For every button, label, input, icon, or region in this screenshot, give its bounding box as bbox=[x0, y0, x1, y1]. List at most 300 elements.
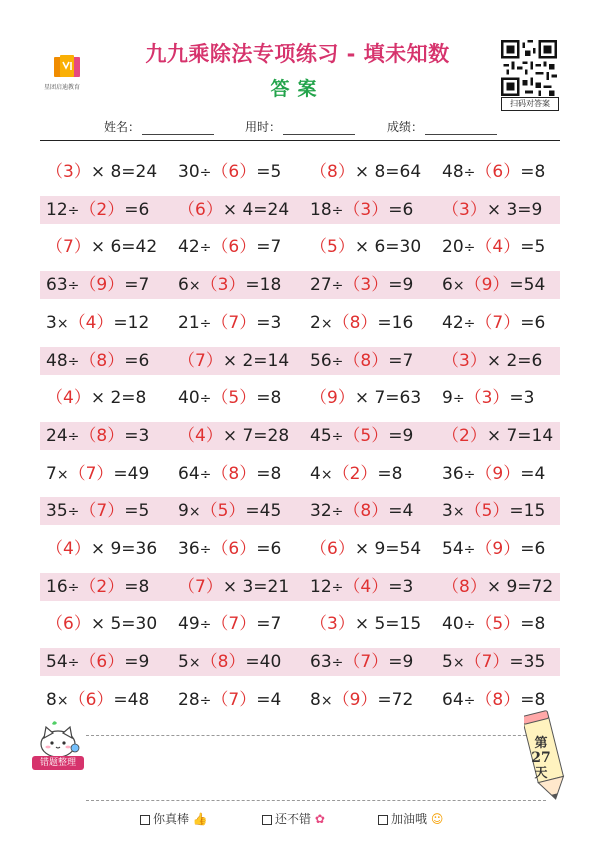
answer-value: 8 bbox=[96, 425, 108, 446]
answer-value: 3 bbox=[459, 199, 470, 220]
answer-value: 2 bbox=[459, 425, 470, 446]
page-subtitle: 答案 bbox=[270, 78, 325, 100]
problem bbox=[178, 233, 281, 261]
answer-blank: （6） bbox=[68, 689, 114, 710]
operand: 45 bbox=[310, 425, 332, 446]
problem bbox=[442, 648, 545, 676]
time-blank[interactable] bbox=[283, 122, 355, 135]
equation-rest: × 2=8 bbox=[90, 388, 147, 409]
operand: 54 bbox=[46, 652, 68, 673]
operator: ÷ bbox=[463, 692, 476, 709]
answer-value: 2 bbox=[96, 576, 108, 597]
answer-value: 5 bbox=[360, 425, 372, 446]
answer-blank: （8） bbox=[200, 652, 246, 673]
answer-blank: （7） bbox=[211, 614, 257, 635]
equation-rest: =72 bbox=[377, 689, 414, 710]
equation-rest: =3 bbox=[388, 576, 414, 597]
checkbox[interactable] bbox=[140, 815, 150, 825]
problem bbox=[178, 196, 289, 224]
operator: ÷ bbox=[463, 240, 476, 257]
problem bbox=[46, 271, 149, 299]
operand: 7 bbox=[46, 463, 57, 484]
mistake-label: 错题整理 bbox=[32, 756, 84, 770]
operand: 64 bbox=[178, 463, 200, 484]
operator: ÷ bbox=[463, 542, 476, 558]
operand: 6 bbox=[178, 275, 189, 296]
answer-blank: （8） bbox=[442, 576, 487, 597]
answer-blank: （3） bbox=[310, 614, 355, 635]
answer-value: 8 bbox=[492, 689, 504, 710]
eval-great-label: 你真棒 bbox=[153, 812, 190, 826]
equation-rest: × 9=72 bbox=[486, 576, 554, 597]
equation-rest: × 9=54 bbox=[354, 539, 422, 559]
problem bbox=[310, 422, 413, 450]
answer-value: 8 bbox=[360, 501, 372, 522]
problem bbox=[442, 233, 545, 261]
answer-blank: （6） bbox=[178, 199, 223, 220]
equation-rest: × 3=21 bbox=[222, 576, 290, 597]
operand: 42 bbox=[178, 237, 200, 258]
answer-value: 2 bbox=[349, 463, 361, 484]
answer-blank: （7） bbox=[79, 501, 125, 522]
problem bbox=[46, 535, 157, 563]
answer-blank: （5） bbox=[310, 237, 355, 258]
answer-value: 7 bbox=[481, 652, 493, 673]
answer-blank: （4） bbox=[343, 576, 389, 597]
problem bbox=[46, 196, 149, 224]
operand: 2 bbox=[310, 312, 321, 333]
problem-row bbox=[40, 648, 560, 676]
answer-blank: （2） bbox=[79, 199, 125, 220]
answer-blank: （8） bbox=[310, 162, 355, 182]
equation-rest: × 6=30 bbox=[354, 237, 422, 258]
equation-rest: =9 bbox=[388, 275, 414, 296]
answer-value: 3 bbox=[217, 275, 229, 296]
problem bbox=[310, 347, 413, 375]
answer-value: 7 bbox=[63, 237, 74, 258]
score-field[interactable] bbox=[387, 118, 497, 135]
equation-rest: =8 bbox=[377, 463, 403, 484]
operand: 54 bbox=[442, 539, 464, 559]
answer-value: 6 bbox=[327, 539, 338, 559]
time-label: 用时： bbox=[245, 120, 282, 134]
problem-row bbox=[40, 233, 560, 261]
equation-rest: =7 bbox=[256, 237, 282, 258]
answer-blank: （9） bbox=[79, 275, 125, 296]
operand: 24 bbox=[46, 425, 68, 446]
answer-blank: （7） bbox=[178, 576, 223, 597]
operator: ÷ bbox=[67, 655, 80, 672]
answer-value: 6 bbox=[492, 162, 504, 182]
problem bbox=[46, 497, 149, 525]
problem bbox=[310, 271, 413, 299]
answer-value: 4 bbox=[492, 237, 504, 258]
operator: ÷ bbox=[463, 617, 476, 634]
name-label: 姓名： bbox=[104, 120, 141, 134]
answer-blank: （3） bbox=[343, 199, 389, 220]
operator: × bbox=[56, 466, 69, 483]
answer-value: 9 bbox=[327, 388, 338, 409]
answer-blank: （7） bbox=[211, 689, 257, 710]
answer-value: 5 bbox=[327, 237, 338, 258]
operand: 12 bbox=[46, 199, 68, 220]
answer-value: 7 bbox=[85, 463, 97, 484]
header-divider bbox=[40, 140, 560, 141]
answer-blank: （5） bbox=[464, 501, 510, 522]
problem bbox=[46, 610, 157, 638]
operand: 12 bbox=[310, 576, 332, 597]
answer-blank: （8） bbox=[332, 312, 378, 333]
problem bbox=[178, 573, 289, 601]
operator: × bbox=[188, 278, 201, 295]
operand: 40 bbox=[442, 614, 464, 635]
page-title: 九九乘除法专项练习 - 填未知数 bbox=[145, 42, 450, 66]
score-blank[interactable] bbox=[425, 122, 497, 135]
answer-blank: （3） bbox=[343, 275, 389, 296]
problem bbox=[178, 271, 281, 299]
answer-value: 6 bbox=[228, 162, 240, 182]
equation-rest: =3 bbox=[256, 312, 282, 333]
operand: 5 bbox=[442, 652, 453, 673]
answer-value: 8 bbox=[459, 576, 470, 597]
answer-value: 4 bbox=[85, 312, 97, 333]
equation-rest: =9 bbox=[388, 425, 414, 446]
operator: ÷ bbox=[463, 165, 476, 181]
operator: × bbox=[452, 278, 465, 295]
equation-rest: =40 bbox=[245, 652, 282, 673]
answer-value: 7 bbox=[195, 350, 206, 371]
equation-rest: =6 bbox=[388, 199, 414, 220]
answer-value: 6 bbox=[228, 237, 240, 258]
operand: 16 bbox=[46, 576, 68, 597]
operand: 64 bbox=[442, 689, 464, 710]
operand: 49 bbox=[178, 614, 200, 635]
equation-rest: =3 bbox=[509, 388, 535, 409]
equation-rest: =8 bbox=[256, 388, 282, 409]
answer-value: 6 bbox=[96, 652, 108, 673]
problem bbox=[178, 460, 281, 488]
mistake-writing-area[interactable] bbox=[86, 735, 546, 801]
problem bbox=[178, 686, 281, 714]
operator: ÷ bbox=[331, 579, 344, 596]
answer-blank: （8） bbox=[211, 463, 257, 484]
equation-rest: =49 bbox=[113, 463, 150, 484]
equation-rest: =8 bbox=[124, 576, 150, 597]
answer-blank: （5） bbox=[343, 425, 389, 446]
equation-rest: =8 bbox=[256, 463, 282, 484]
operand: 35 bbox=[46, 501, 68, 522]
problem bbox=[310, 573, 413, 601]
problem bbox=[178, 347, 289, 375]
thumbs-up-icon: 👍 bbox=[192, 812, 208, 826]
qr-code-icon[interactable] bbox=[501, 40, 557, 96]
problem bbox=[46, 347, 149, 375]
answer-blank: （4） bbox=[178, 425, 223, 446]
operand: 56 bbox=[310, 350, 332, 371]
cheer-icon: ☺ bbox=[430, 812, 444, 826]
answer-blank: （7） bbox=[475, 312, 521, 333]
answer-blank: （3） bbox=[442, 350, 487, 371]
cat-mascot-icon bbox=[34, 718, 82, 758]
problem-row bbox=[40, 158, 560, 186]
answer-value: 5 bbox=[492, 614, 504, 635]
equation-rest: =8 bbox=[520, 162, 546, 182]
operand: 48 bbox=[442, 162, 464, 182]
checkbox[interactable] bbox=[378, 815, 388, 825]
answer-blank: （7） bbox=[46, 237, 91, 258]
operator: × bbox=[320, 692, 333, 709]
bunny-icon: ✿ bbox=[314, 812, 325, 826]
operand: 42 bbox=[442, 312, 464, 333]
equation-rest: × 5=30 bbox=[90, 614, 158, 635]
answer-blank: （5） bbox=[475, 614, 521, 635]
operator: ÷ bbox=[67, 579, 80, 596]
eval-option-good[interactable] bbox=[262, 810, 325, 827]
answer-blank: （6） bbox=[211, 237, 257, 258]
answer-value: 3 bbox=[327, 614, 338, 635]
answer-blank: （2） bbox=[79, 576, 125, 597]
equation-rest: × 4=24 bbox=[222, 199, 290, 220]
answer-blank: （5） bbox=[200, 501, 246, 522]
answer-blank: （9） bbox=[475, 539, 521, 559]
problem bbox=[310, 610, 421, 638]
problem bbox=[442, 271, 545, 299]
score-label: 成绩： bbox=[387, 120, 424, 134]
problem bbox=[46, 384, 146, 412]
answer-value: 8 bbox=[96, 350, 108, 371]
answer-blank: （6） bbox=[79, 652, 125, 673]
equation-rest: × 8=64 bbox=[354, 162, 422, 182]
problem bbox=[310, 460, 402, 488]
answer-blank: （8） bbox=[343, 350, 389, 371]
answer-blank: （2） bbox=[332, 463, 378, 484]
operand: 21 bbox=[178, 312, 200, 333]
problem-row bbox=[40, 384, 560, 412]
operand: 3 bbox=[46, 312, 57, 333]
problem bbox=[178, 158, 281, 186]
answer-blank: （8） bbox=[79, 350, 125, 371]
operand: 48 bbox=[46, 350, 68, 371]
day-number: 27 bbox=[531, 750, 551, 766]
problem bbox=[178, 422, 289, 450]
problem bbox=[442, 497, 545, 525]
problem bbox=[178, 309, 281, 337]
operand: 32 bbox=[310, 501, 332, 522]
answer-blank: （6） bbox=[46, 614, 91, 635]
operator: ÷ bbox=[67, 504, 80, 521]
answer-value: 8 bbox=[228, 463, 240, 484]
operator: ÷ bbox=[452, 391, 465, 408]
problem bbox=[310, 648, 413, 676]
operand: 9 bbox=[178, 501, 189, 522]
problem-row bbox=[40, 271, 560, 299]
answer-value: 9 bbox=[96, 275, 108, 296]
equation-rest: × 9=36 bbox=[90, 539, 158, 559]
day-prefix: 第 bbox=[534, 736, 548, 751]
eval-option-try[interactable] bbox=[378, 810, 443, 827]
answer-blank: （7） bbox=[68, 463, 114, 484]
answer-value: 6 bbox=[85, 689, 97, 710]
answer-value: 8 bbox=[349, 312, 361, 333]
problem bbox=[310, 309, 413, 337]
problem bbox=[46, 686, 149, 714]
answer-value: 4 bbox=[195, 425, 206, 446]
operator: ÷ bbox=[331, 655, 344, 672]
equation-rest: =54 bbox=[509, 275, 546, 296]
answer-value: 5 bbox=[481, 501, 493, 522]
equation-rest: =16 bbox=[377, 312, 414, 333]
answer-blank: （6） bbox=[310, 539, 355, 559]
equation-rest: =6 bbox=[256, 539, 282, 559]
operator: × bbox=[452, 655, 465, 672]
problem-row bbox=[40, 309, 560, 337]
answer-blank: （8） bbox=[343, 501, 389, 522]
answer-value: 7 bbox=[360, 652, 372, 673]
answer-value: 7 bbox=[228, 614, 240, 635]
equation-rest: =7 bbox=[124, 275, 150, 296]
eval-good-label: 还不错 bbox=[275, 812, 312, 826]
answer-value: 5 bbox=[228, 388, 240, 409]
operator: × bbox=[320, 466, 333, 483]
equation-rest: =4 bbox=[256, 689, 282, 710]
problem-row bbox=[40, 422, 560, 450]
answer-blank: （8） bbox=[475, 689, 521, 710]
problem-row bbox=[40, 573, 560, 601]
operand: 63 bbox=[310, 652, 332, 673]
operator: ÷ bbox=[67, 202, 80, 219]
problem bbox=[46, 422, 149, 450]
name-field[interactable] bbox=[104, 118, 214, 135]
problem bbox=[442, 422, 553, 450]
operand: 6 bbox=[442, 275, 453, 296]
problem bbox=[442, 309, 545, 337]
problem bbox=[442, 196, 542, 224]
answer-blank: （3） bbox=[200, 275, 246, 296]
answer-blank: （6） bbox=[211, 539, 257, 559]
operand: 4 bbox=[310, 463, 321, 484]
operator: × bbox=[188, 655, 201, 672]
name-blank[interactable] bbox=[142, 122, 214, 135]
answer-value: 3 bbox=[481, 388, 493, 409]
equation-rest: =6 bbox=[124, 199, 150, 220]
problem bbox=[442, 384, 534, 412]
operand: 36 bbox=[442, 463, 464, 484]
checkbox[interactable] bbox=[262, 815, 272, 825]
logo-text: 星团启迪教育 bbox=[44, 84, 81, 91]
answer-value: 3 bbox=[360, 199, 372, 220]
operator: ÷ bbox=[199, 542, 212, 558]
operator: ÷ bbox=[199, 165, 212, 181]
answer-blank: （4） bbox=[46, 539, 91, 559]
problem bbox=[442, 535, 545, 563]
operand: 8 bbox=[46, 689, 57, 710]
operator: ÷ bbox=[199, 240, 212, 257]
operand: 63 bbox=[46, 275, 68, 296]
answer-value: 8 bbox=[360, 350, 372, 371]
answer-value: 9 bbox=[492, 463, 504, 484]
answer-value: 9 bbox=[481, 275, 493, 296]
operator: ÷ bbox=[67, 278, 80, 295]
problem bbox=[178, 648, 281, 676]
equation-rest: × 7=28 bbox=[222, 425, 290, 446]
answer-value: 6 bbox=[63, 614, 74, 635]
equation-rest: =5 bbox=[520, 237, 546, 258]
equation-rest: × 2=6 bbox=[486, 350, 543, 371]
equation-rest: =48 bbox=[113, 689, 150, 710]
problem bbox=[310, 233, 421, 261]
answer-value: 3 bbox=[360, 275, 372, 296]
problem-row bbox=[40, 196, 560, 224]
day-counter bbox=[529, 736, 553, 781]
answer-value: 7 bbox=[228, 689, 240, 710]
problem bbox=[178, 535, 281, 563]
operand: 3 bbox=[442, 501, 453, 522]
equation-rest: × 5=15 bbox=[354, 614, 422, 635]
answer-blank: （7） bbox=[178, 350, 223, 371]
answer-blank: （2） bbox=[442, 425, 487, 446]
equation-rest: × 8=24 bbox=[90, 162, 158, 182]
equation-rest: =7 bbox=[388, 350, 414, 371]
equation-rest: =8 bbox=[520, 614, 546, 635]
operator: × bbox=[56, 315, 69, 332]
answer-blank: （9） bbox=[332, 689, 378, 710]
operator: ÷ bbox=[331, 504, 344, 521]
answer-blank: （3） bbox=[464, 388, 510, 409]
answer-value: 7 bbox=[228, 312, 240, 333]
answer-blank: （4） bbox=[475, 237, 521, 258]
equation-rest: × 3=9 bbox=[486, 199, 543, 220]
qr-label: 扫码对答案 bbox=[501, 97, 559, 111]
time-field[interactable] bbox=[245, 118, 355, 135]
problem bbox=[178, 384, 281, 412]
operator: ÷ bbox=[331, 353, 344, 370]
problem bbox=[442, 158, 545, 186]
problem bbox=[442, 460, 545, 488]
answer-value: 3 bbox=[63, 162, 74, 182]
answer-value: 8 bbox=[327, 162, 338, 182]
operand: 40 bbox=[178, 388, 200, 409]
answer-blank: （9） bbox=[464, 275, 510, 296]
answer-value: 7 bbox=[492, 312, 504, 333]
operator: × bbox=[56, 692, 69, 709]
equation-rest: =6 bbox=[520, 312, 546, 333]
equation-rest: =8 bbox=[520, 689, 546, 710]
eval-option-great[interactable] bbox=[140, 810, 208, 827]
answer-blank: （5） bbox=[211, 388, 257, 409]
problem bbox=[310, 384, 421, 412]
equation-rest: =12 bbox=[113, 312, 150, 333]
answer-value: 9 bbox=[492, 539, 504, 559]
operand: 27 bbox=[310, 275, 332, 296]
problem bbox=[310, 497, 413, 525]
answer-blank: （7） bbox=[343, 652, 389, 673]
problem-row bbox=[40, 686, 560, 714]
answer-blank: （3） bbox=[46, 162, 91, 182]
answer-blank: （3） bbox=[442, 199, 487, 220]
equation-rest: =7 bbox=[256, 614, 282, 635]
problem-row bbox=[40, 535, 560, 563]
operator: ÷ bbox=[199, 617, 212, 634]
problem bbox=[178, 610, 281, 638]
operator: ÷ bbox=[67, 428, 80, 445]
problem bbox=[46, 460, 149, 488]
equation-rest: =9 bbox=[388, 652, 414, 673]
problem bbox=[442, 610, 545, 638]
answer-value: 3 bbox=[459, 350, 470, 371]
answer-value: 7 bbox=[195, 576, 206, 597]
operator: ÷ bbox=[199, 315, 212, 332]
equation-rest: =4 bbox=[520, 463, 546, 484]
